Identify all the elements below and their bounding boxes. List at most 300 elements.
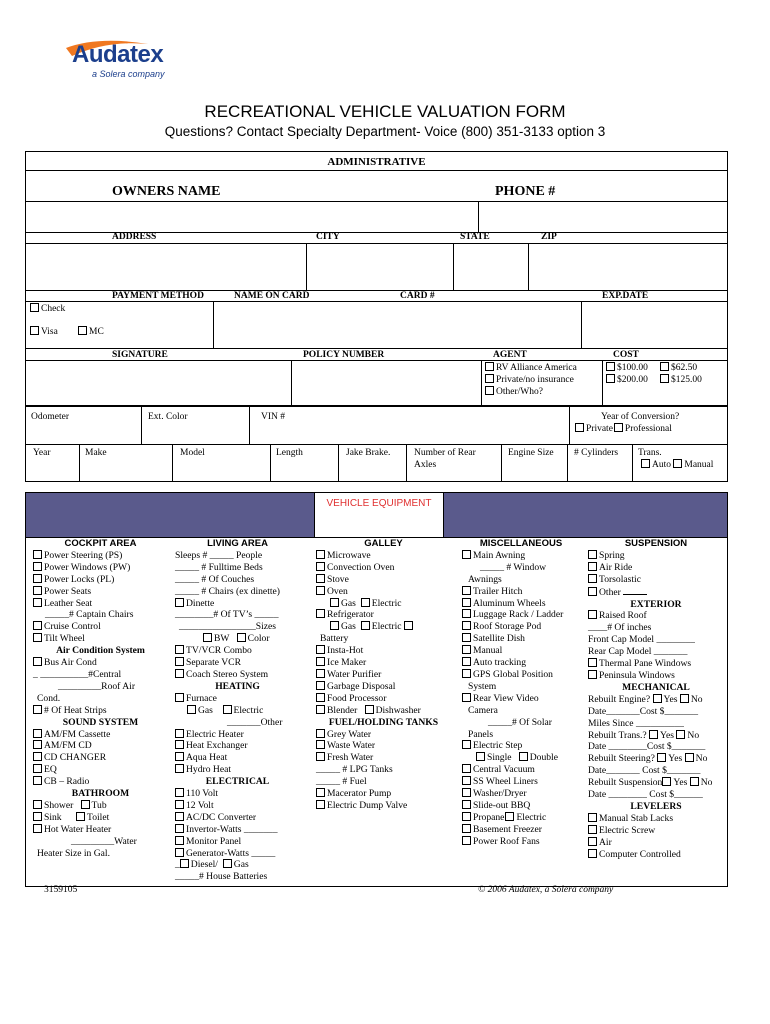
checkbox[interactable] [33,657,42,666]
12-volt[interactable]: 12 Volt [175,800,300,812]
electrical-heading: ELECTRICAL [205,776,270,788]
oven-fuel[interactable]: Gas Electric [316,598,451,610]
ext-color-label: Ext. Color [148,412,188,422]
agent-rv-alliance-checkbox[interactable] [485,362,494,371]
checkbox[interactable] [175,729,184,738]
central-air: _ __________#Central [33,668,122,680]
year-label: Year [33,448,51,458]
living-column [175,538,300,883]
generator-fuel[interactable]: _ Diesel/ Gas [175,859,249,871]
checkbox[interactable] [33,562,42,571]
generator[interactable]: Generator-Watts _____ [175,848,300,860]
column-divider [602,360,603,406]
checkbox[interactable] [361,621,370,630]
computer-controlled[interactable]: Computer Controlled [588,849,724,861]
name-on-card-label: NAME ON CARD [234,291,310,301]
slide-out-bbq[interactable]: Slide-out BBQ [462,800,580,812]
zip-field[interactable] [529,244,727,289]
checkbox[interactable] [33,550,42,559]
fuel-tanks: _____ # Fuel [316,776,367,788]
column-divider [141,406,142,444]
checkbox[interactable] [588,562,597,571]
convection-oven[interactable]: Convection Oven [316,562,451,574]
checkbox[interactable] [175,645,184,654]
checkbox[interactable] [657,753,666,762]
checkbox[interactable] [505,812,514,821]
auto-tracking[interactable]: Auto tracking [462,657,580,669]
ac-dc-converter[interactable]: AC/DC Converter [175,812,300,824]
visa-checkbox[interactable] [30,326,39,335]
column-divider [338,444,339,482]
checkbox[interactable] [175,824,184,833]
city-label: CITY [316,232,340,242]
water-purifier[interactable]: Water Purifier [316,669,451,681]
cost-label: COST [613,350,639,360]
agent-rv-alliance[interactable]: RV Alliance America [485,362,577,374]
cost-62-checkbox[interactable] [660,362,669,371]
air-leveler[interactable]: Air [588,837,724,849]
address-label: ADDRESS [112,232,157,242]
luggage-rack[interactable]: Luggage Rack / Ladder [462,609,580,621]
bbq-fuel[interactable]: Propane Electric [462,812,580,824]
checkbox[interactable] [180,859,189,868]
column-divider [501,444,502,482]
power-roof-fans[interactable]: Power Roof Fans [462,836,580,848]
checkbox[interactable] [588,610,597,619]
am-fm-cassette[interactable]: AM/FM Cassette [33,729,168,741]
name-on-card-field[interactable] [214,302,580,347]
hydro-heat[interactable]: Hydro Heat [175,764,300,776]
vin-label: VIN # [261,412,286,422]
checkbox[interactable] [316,645,325,654]
checkbox[interactable] [316,729,325,738]
raised-roof[interactable]: Raised Roof [588,610,724,622]
checkbox[interactable] [33,621,42,630]
cost-62[interactable]: $62.50 [660,362,697,374]
owners-name-label: OWNERS NAME [112,184,221,199]
checkbox[interactable] [33,586,42,595]
checkbox[interactable] [462,550,471,559]
form-number: 3159105 [44,885,78,895]
roof-air: _________Roof Air [58,680,136,692]
suspension-other[interactable]: Other [588,586,724,599]
cruise-control[interactable]: Cruise Control [33,621,168,633]
agent-label: AGENT [493,350,527,360]
microwave[interactable]: Microwave [316,550,451,562]
checkbox[interactable] [316,681,325,690]
basement-freezer[interactable]: Basement Freezer [462,824,580,836]
column-divider [270,444,271,482]
checkbox[interactable] [330,621,339,630]
agent-other[interactable]: Other/Who? [485,386,543,398]
levelers-heading: LEVELERS [630,800,682,812]
sleeps: Sleeps # _____ People [175,549,263,561]
cockpit-column [33,538,168,859]
checkbox[interactable] [462,598,471,607]
roof-storage-pod[interactable]: Roof Storage Pod [462,621,580,633]
food-processor[interactable]: Food Processor [316,693,451,705]
mechanical-heading: MECHANICAL [622,681,690,693]
heating-heading: HEATING [215,680,260,692]
fuel-heading: FUEL/HOLDING TANKS [328,716,439,728]
trans-options[interactable]: Auto Manual [641,459,713,471]
checkbox[interactable] [588,550,597,559]
checkbox[interactable] [462,609,471,618]
checkbox[interactable] [476,752,485,761]
phone-field[interactable] [479,202,727,231]
checkbox[interactable] [33,800,42,809]
checkbox[interactable] [316,562,325,571]
hot-water-heater[interactable]: Hot Water Heater [33,824,168,836]
gps[interactable]: GPS Global Position [462,669,580,681]
thermal-pane[interactable]: Thermal Pane Windows [588,658,724,670]
checkbox[interactable] [361,598,370,607]
checkbox[interactable] [223,859,232,868]
checkbox[interactable] [203,633,212,642]
misc-heading: MISCELLANEOUS [479,538,563,549]
checkbox[interactable] [223,705,232,714]
rebuilt-engine[interactable]: Rebuilt Engine? Yes No [588,693,703,705]
checkbox[interactable] [187,705,196,714]
chairs: _____ # Chairs (ex dinette) [175,585,280,597]
checkbox[interactable] [33,705,42,714]
aluminum-wheels[interactable]: Aluminum Wheels [462,598,580,610]
checkbox[interactable] [649,730,658,739]
solar-panels: _____# Of Solar [488,716,552,728]
logo-name: Audatex [72,41,164,68]
checkbox[interactable] [462,669,471,678]
state-label: STATE [460,232,490,242]
invertor[interactable]: Invertor-Watts _______ [175,824,300,836]
water-label: _________Water [71,835,137,847]
power-seats[interactable]: Power Seats [33,586,168,598]
checkbox[interactable] [662,777,671,786]
checkbox[interactable] [76,812,85,821]
policy-number-field[interactable] [292,361,480,405]
ss-wheel-liners[interactable]: SS Wheel Liners [462,776,580,788]
agent-other-checkbox[interactable] [485,386,494,395]
fridge-fuel[interactable]: Gas Electric [316,621,451,633]
checkbox[interactable] [175,836,184,845]
torsolastic[interactable]: Torsolastic [588,574,724,586]
checkbox[interactable] [33,764,42,773]
monitor-panel[interactable]: Monitor Panel [175,836,300,848]
grey-water[interactable]: Grey Water [316,729,451,741]
power-steering[interactable]: Power Steering (PS) [33,550,168,562]
panels-label: Panels [468,728,494,740]
column-divider [406,444,407,482]
checkbox[interactable] [588,587,597,596]
checkbox[interactable] [462,633,471,642]
checkbox[interactable] [316,693,325,702]
checkbox[interactable] [519,752,528,761]
length-label: Length [276,448,303,458]
heat-strips[interactable]: # Of Heat Strips [33,705,168,717]
logo-tagline: a Solera company [92,69,165,79]
checkbox[interactable] [316,550,325,559]
checkbox[interactable] [316,574,325,583]
heater-size: Heater Size in Gal. [37,847,110,859]
waste-water[interactable]: Waste Water [316,740,451,752]
couches: _____ # Of Couches [175,573,255,585]
power-windows[interactable]: Power Windows (PW) [33,562,168,574]
dinette[interactable]: Dinette [175,598,300,610]
checkbox[interactable] [462,586,471,595]
checkbox[interactable] [33,752,42,761]
city-field[interactable] [307,244,452,289]
electric-dump-valve[interactable]: Electric Dump Valve [316,800,451,812]
sink-toilet[interactable]: Sink Toilet [33,812,168,824]
checkbox[interactable] [588,813,597,822]
rebuilt-steering[interactable]: Rebuilt Steering? Yes No [588,753,708,765]
exp-date-field[interactable] [582,302,727,347]
shower-tub[interactable]: Shower Tub [33,800,168,812]
audatex-logo [58,36,188,86]
cost-125[interactable]: $125.00 [660,374,702,386]
rear-axles-label: Number of Rear Axles [414,448,476,470]
leather-seat[interactable]: Leather Seat [33,598,168,610]
ice-maker[interactable]: Ice Maker [316,657,451,669]
checkbox[interactable] [316,586,325,595]
captain-chairs: _____# Captain Chairs [45,609,134,621]
checkbox[interactable] [33,812,42,821]
engine-size-label: Engine Size [508,448,554,458]
checkbox[interactable] [462,812,471,821]
electric-heater[interactable]: Electric Heater [175,729,300,741]
horizontal-rule [25,170,728,171]
payment-method-label: PAYMENT METHOD [112,291,204,301]
garbage-disposal[interactable]: Garbage Disposal [316,681,451,693]
coach-stereo[interactable]: Coach Stereo System [175,669,300,681]
cost-200[interactable]: $200.00 [606,374,648,386]
column-divider [632,444,633,482]
agent-private[interactable]: Private/no insurance [485,374,574,386]
house-batteries: _____# House Batteries [175,871,268,883]
checkbox[interactable] [588,849,597,858]
oven[interactable]: Oven [316,586,451,598]
private-checkbox[interactable] [575,423,584,432]
checkbox[interactable] [462,740,471,749]
checkbox[interactable] [316,705,325,714]
rear-view-video[interactable]: Rear View Video [462,693,580,705]
cost-200-checkbox[interactable] [606,374,615,383]
front-cap: Front Cap Model ________ [588,634,695,646]
stove[interactable]: Stove [316,574,451,586]
checkbox[interactable] [680,694,689,703]
checkbox[interactable] [175,669,184,678]
checkbox[interactable] [690,777,699,786]
checkbox[interactable] [588,825,597,834]
checkbox[interactable] [175,657,184,666]
checkbox[interactable] [462,788,471,797]
mc-option[interactable]: MC [78,326,104,338]
column-divider [79,444,80,482]
peninsula-windows[interactable]: Peninsula Windows [588,670,724,682]
year-of-conversion-label: Year of Conversion? [601,412,680,422]
cost-125-checkbox[interactable] [660,374,669,383]
tilt-wheel[interactable]: Tilt Wheel [33,633,168,645]
check-checkbox[interactable] [30,303,39,312]
camera-label: Camera [468,704,498,716]
checkbox[interactable] [462,657,471,666]
manual-checkbox[interactable] [673,459,682,468]
form-subtitle: Questions? Contact Specialty Department- Voice (800) 351-3133 option 3 [164,124,606,139]
checkbox[interactable] [175,800,184,809]
bus-air-cond[interactable]: Bus Air Cond [33,657,168,669]
checkbox[interactable] [175,848,184,857]
checkbox[interactable] [685,753,694,762]
awnings-label: Awnings [468,573,502,585]
checkbox[interactable] [462,693,471,702]
checkbox[interactable] [81,800,90,809]
satellite-dish[interactable]: Satellite Dish [462,633,580,645]
manual-dish[interactable]: Manual [462,645,580,657]
checkbox[interactable] [175,812,184,821]
am-fm-cd[interactable]: AM/FM CD [33,740,168,752]
checkbox[interactable] [33,633,42,642]
checkbox[interactable] [330,598,339,607]
private-option[interactable]: Private Professional [575,423,672,435]
separate-vcr[interactable]: Separate VCR [175,657,300,669]
fresh-water[interactable]: Fresh Water [316,752,451,764]
cb-radio[interactable]: CB – Radio [33,776,168,788]
checkbox[interactable] [462,621,471,630]
checkbox[interactable] [316,609,325,618]
main-awning[interactable]: Main Awning [462,550,580,562]
step-type[interactable]: Single Double [462,752,580,764]
living-heading: LIVING AREA [207,538,268,549]
checkbox[interactable] [676,730,685,739]
signature-field[interactable] [26,361,290,405]
checkbox[interactable] [588,574,597,583]
checkbox[interactable] [33,729,42,738]
checkbox[interactable] [365,705,374,714]
cylinders-label: # Cylinders [574,448,619,458]
checkbox[interactable] [462,836,471,845]
galley-column [316,538,451,812]
address-field[interactable] [26,244,305,289]
mc-checkbox[interactable] [78,326,87,335]
checkbox[interactable] [588,670,597,679]
agent-private-checkbox[interactable] [485,374,494,383]
check-option[interactable]: Check [30,303,65,315]
checkbox[interactable] [462,824,471,833]
checkbox[interactable] [175,740,184,749]
checkbox[interactable] [316,800,325,809]
rebuilt-trans[interactable]: Rebuilt Trans.? Yes No [588,729,700,741]
checkbox[interactable] [33,574,42,583]
blender-dishwasher[interactable]: Blender Dishwasher [316,705,451,717]
trans-date-cost: Date ________Cost $_______ [588,741,706,753]
furnace[interactable]: Furnace [175,693,300,705]
checkbox[interactable] [404,621,413,630]
cost-100-checkbox[interactable] [606,362,615,371]
tvs: ________# Of TV’s _____ [175,609,279,621]
checkbox[interactable] [462,800,471,809]
steering-date-cost: Date_______ Cost $_______ [588,765,701,777]
refrigerator[interactable]: Refrigerator [316,609,451,621]
fulltime-beds: _____ # Fulltime Beds [175,561,263,573]
air-ride[interactable]: Air Ride [588,562,724,574]
manual-stab-lacks[interactable]: Manual Stab Lacks [588,813,724,825]
owners-name-field[interactable] [26,202,477,231]
checkbox[interactable] [316,788,325,797]
furnace-fuel[interactable]: Gas Electric [175,705,300,717]
cost-100[interactable]: $100.00 [606,362,648,374]
checkbox[interactable] [653,694,662,703]
checkbox[interactable] [175,752,184,761]
cond-label: Cond. [37,692,61,704]
central-vacuum[interactable]: Central Vacuum [462,764,580,776]
checkbox[interactable] [462,645,471,654]
state-field[interactable] [454,244,527,289]
cd-changer[interactable]: CD CHANGER [33,752,168,764]
odometer-label: Odometer [31,412,69,422]
checkbox[interactable] [316,740,325,749]
checkbox[interactable] [588,658,597,667]
heat-exchanger[interactable]: Heat Exchanger [175,740,300,752]
rebuilt-suspension[interactable]: Rebuilt Suspension Yes No [588,777,713,789]
macerator-pump[interactable]: Macerator Pump [316,788,451,800]
washer-dryer[interactable]: Washer/Dryer [462,788,580,800]
checkbox[interactable] [237,633,246,642]
trailer-hitch[interactable]: Trailer Hitch [462,586,580,598]
checkbox[interactable] [462,764,471,773]
aqua-heat[interactable]: Aqua Heat [175,752,300,764]
checkbox[interactable] [33,824,42,833]
equipment-banner-title: VEHICLE EQUIPMENT [326,498,432,509]
professional-checkbox[interactable] [614,423,623,432]
tv-vcr-combo[interactable]: TV/VCR Combo [175,645,300,657]
electric-step[interactable]: Electric Step [462,740,580,752]
lpg-tanks: _____ # LPG Tanks [316,764,393,776]
power-locks[interactable]: Power Locks (PL) [33,574,168,586]
spring[interactable]: Spring [588,550,724,562]
checkbox[interactable] [175,764,184,773]
suspension-date-cost: Date ________ Cost $______ [588,789,703,801]
insta-hot[interactable]: Insta-Hot [316,645,451,657]
cockpit-heading: COCKPIT AREA [64,538,137,549]
checkbox[interactable] [33,740,42,749]
auto-checkbox[interactable] [641,459,650,468]
miles-since: Miles Since __________ [588,717,684,729]
ac-heading: Air Condition System [56,645,145,657]
tv-sizes: ________________Sizes [179,621,277,633]
110-volt[interactable]: 110 Volt [175,788,300,800]
visa-option[interactable]: Visa [30,326,58,338]
column-divider [569,406,570,444]
exp-date-label: EXP.DATE [602,291,649,301]
rear-cap: Rear Cap Model _______ [588,646,688,658]
galley-heading: GALLEY [364,538,403,549]
checkbox[interactable] [33,776,42,785]
bw-color[interactable]: BW Color [175,633,300,645]
checkbox[interactable] [316,752,325,761]
electric-screw[interactable]: Electric Screw [588,825,724,837]
checkbox[interactable] [316,669,325,678]
roof-inches: ____# Of inches [588,622,652,634]
checkbox[interactable] [462,776,471,785]
checkbox[interactable] [175,598,184,607]
checkbox[interactable] [316,657,325,666]
checkbox[interactable] [175,693,184,702]
checkbox[interactable] [33,598,42,607]
misc-column [462,538,580,848]
eq[interactable]: EQ [33,764,168,776]
make-label: Make [85,448,107,458]
checkbox[interactable] [588,837,597,846]
checkbox[interactable] [175,788,184,797]
